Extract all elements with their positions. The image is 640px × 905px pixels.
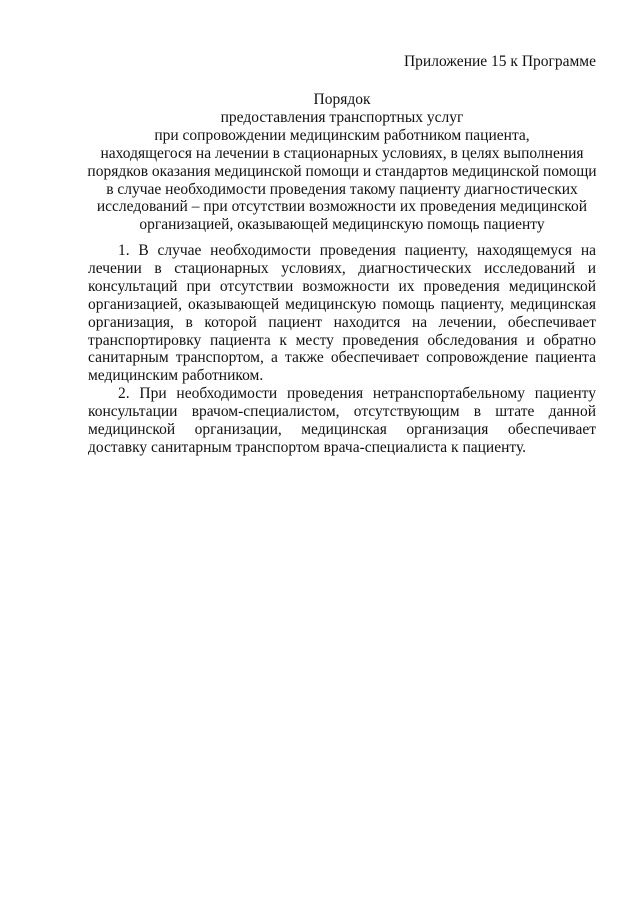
document-body [88, 242, 596, 457]
title-line: предоставления транспортных услуг [220, 108, 464, 126]
title-line: при сопровождении медицинским работником пациента, [154, 126, 530, 144]
title-line: порядков оказания медицинской помощи и стандартов медицинской помощи [87, 162, 597, 180]
title-line: исследований – при отсутствии возможности их проведения медицинской [96, 198, 588, 216]
title-line: находящегося на лечении в стационарных условиях, в целях выполнения [100, 144, 584, 162]
title-line: в случае необходимости проведения такому пациенту диагностических [106, 180, 578, 198]
title-line: Порядок [313, 91, 371, 108]
document-title [86, 91, 598, 234]
paragraph-2: 2. При необходимости проведения нетранспортабельному пациенту консультации врачом-специалистом, отсутствующим в штате данной медицинской организации, медицинская организация обеспечивает доставку санитарным транспортом врача-специалиста к пациенту. [88, 385, 596, 456]
title-line: организацией, оказывающей медицинскую помощь пациенту [139, 216, 545, 234]
appendix-label: Приложение 15 к Программе [403, 53, 596, 70]
paragraph-1: 1. В случае необходимости проведения пациенту, находящемуся на лечении в стационарных условиях, диагностических исследований и консультаций при отсутствии возможности их проведения медицинской организацией, оказывающей медицинскую помощь пациенту, медицинская организация, в которой пациент находится на лечении, обеспечивает транспортировку пациента к месту проведения обследования и обратно санитарным транспортом, а также обеспечивает сопровождение пациента медицинским работником. [88, 242, 596, 385]
